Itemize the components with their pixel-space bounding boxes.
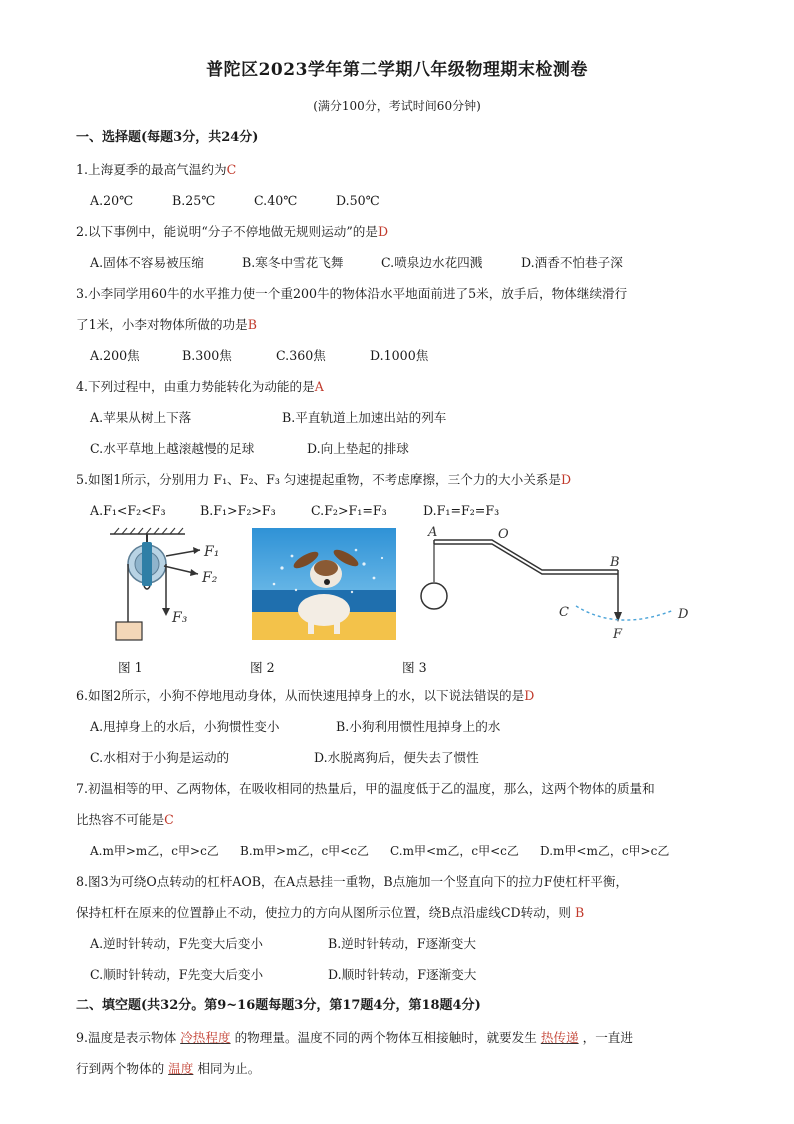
hanging-weight xyxy=(421,583,447,609)
f1-label: F₁ xyxy=(204,544,220,560)
q3-answer: B xyxy=(247,317,257,332)
q4-stem: 4.下列过程中，由重力势能转化为动能的是A xyxy=(76,379,324,394)
q7-option-a: A.m甲>m乙，c甲>c乙 xyxy=(90,844,219,858)
q7-option-d: D.m甲<m乙，c甲>c乙 xyxy=(540,844,670,858)
force-f-arrowhead xyxy=(614,612,622,622)
dog-head-patch xyxy=(314,560,338,576)
label-d: D xyxy=(678,607,689,622)
q3-option-d: D.1000焦 xyxy=(370,348,429,363)
q7-option-b: B.m甲>m乙，c甲<c乙 xyxy=(240,844,369,858)
q3-stem-line1: 3.小李同学用60牛的水平推力使一个重200牛的物体沿水平地面前进了5米，放手后，物体继续滑行 xyxy=(76,286,628,301)
q3-option-c: C.360焦 xyxy=(276,348,326,363)
q6-option-c: C.水相对于小狗是运动的 xyxy=(90,750,230,765)
q8-option-c: C.顺时针转动，F先变大后变小 xyxy=(90,967,264,982)
q8-stem-line1: 8.图3为可绕O点转动的杠杆AOB，在A点悬挂一重物，B点施加一个竖直向下的拉力F使杠杆平衡， xyxy=(76,874,629,889)
q2-answer: D xyxy=(377,224,389,239)
figure3-lever xyxy=(412,526,702,644)
f2-label: F₂ xyxy=(202,570,218,586)
q2-option-b: B.寒冬中雪花飞舞 xyxy=(242,255,344,270)
arc-cd xyxy=(576,606,674,620)
exam-title: 普陀区2023学年第二学期八年级物理期末检测卷 xyxy=(206,60,588,80)
q6-option-a: A.甩掉身上的水后，小狗惯性变小 xyxy=(90,719,280,734)
q1-option-b: B.25℃ xyxy=(172,193,216,208)
q5-answer: D xyxy=(561,472,572,487)
q8-option-a: A.逆时针转动，F先变大后变小 xyxy=(90,936,263,951)
exam-subtitle: (满分100分，考试时间60分钟) xyxy=(313,99,481,113)
q3-stem-line2: 了1米，小李对物体所做的功是B xyxy=(76,317,257,332)
q5-stem: 5.如图1所示，分别用力 F₁、F₂、F₃ 匀速提起重物，不考虑摩擦，三个力的大小关系是D xyxy=(76,472,572,487)
section2-heading: 二、填空题(共32分。第9~16题每题3分，第17题4分，第18题4分) xyxy=(76,998,481,1013)
q9-line2: 行到两个物体的 温度 相同为止。 xyxy=(76,1061,261,1076)
label-o: O xyxy=(498,527,509,542)
pulley-hook xyxy=(144,586,150,589)
q7-option-c: C.m甲<m乙，c甲<c乙 xyxy=(390,844,519,858)
q8-option-d: D.顺时针转动，F逐渐变大 xyxy=(328,967,477,982)
q6-answer: D xyxy=(524,688,535,703)
q5-option-b: B.F₁>F₂>F₃ xyxy=(200,503,276,518)
q2-option-d: D.酒香不怕巷子深 xyxy=(521,255,623,270)
q5-option-c: C.F₂>F₁=F₃ xyxy=(311,503,387,518)
f2-arrowhead xyxy=(190,569,198,576)
q1-option-a: A.20℃ xyxy=(90,193,134,208)
q4-answer: A xyxy=(314,379,324,394)
q4-option-c: C.水平草地上越滚越慢的足球 xyxy=(90,441,255,456)
q9-line1: 9.温度是表示物体 冷热程度 的物理量。温度不同的两个物体互相接触时，就要发生 热传递 ，一直进 xyxy=(76,1030,633,1045)
q2-option-c: C.喷泉边水花四溅 xyxy=(381,255,483,270)
q6-stem: 6.如图2所示，小狗不停地甩动身体，从而快速甩掉身上的水，以下说法错误的是D xyxy=(76,688,535,703)
q7-stem-line1: 7.初温相等的甲、乙两物体，在吸收相同的热量后，甲的温度低于乙的温度，那么，这两个物体的质量和 xyxy=(76,781,655,796)
section1-heading: 一、选择题(每题3分，共24分) xyxy=(76,130,259,145)
q4-option-a: A.苹果从树上下落 xyxy=(90,410,192,425)
q7-stem-line2: 比热容不可能是C xyxy=(76,812,174,827)
q1-option-c: C.40℃ xyxy=(254,193,298,208)
q8-stem-line2: 保持杠杆在原来的位置静止不动，使拉力的方向从图所示位置，绕B点沿虚线CD转动，则 B xyxy=(76,905,585,920)
q5-option-a: A.F₁<F₂<F₃ xyxy=(90,503,166,518)
q1-option-d: D.50℃ xyxy=(336,193,380,208)
label-b: B xyxy=(610,555,620,570)
figure2-caption: 图 2 xyxy=(250,660,275,675)
q3-option-b: B.300焦 xyxy=(182,348,232,363)
label-a: A xyxy=(428,526,438,540)
q4-option-b: B.平直轨道上加速出站的列车 xyxy=(282,410,447,425)
q9-blank3: 温度 xyxy=(168,1061,194,1076)
q8-option-b: B.逆时针转动，F逐渐变大 xyxy=(328,936,476,951)
ceiling-hatch xyxy=(114,528,183,534)
q3-option-a: A.200焦 xyxy=(90,348,140,363)
q4-option-d: D.向上垫起的排球 xyxy=(307,441,409,456)
q5-option-d: D.F₁=F₂=F₃ xyxy=(423,503,500,518)
q9-blank1: 冷热程度 xyxy=(180,1030,231,1045)
q2-option-a: A.固体不容易被压缩 xyxy=(90,255,204,270)
q8-answer: B xyxy=(574,905,585,920)
dog-leg-left xyxy=(308,620,314,634)
figure1-pulley xyxy=(100,526,240,644)
dog-body xyxy=(298,594,350,626)
pulley-frame xyxy=(142,542,152,586)
figure3-caption: 图 3 xyxy=(402,660,427,675)
label-c: C xyxy=(559,605,569,620)
f3-arrowhead xyxy=(162,608,170,616)
q6-option-b: B.小狗利用惯性甩掉身上的水 xyxy=(336,719,501,734)
q6-option-d: D.水脱离狗后，便失去了惯性 xyxy=(314,750,479,765)
q9-blank2: 热传递 xyxy=(540,1030,579,1045)
figure2-dog-photo xyxy=(252,528,396,640)
f1-arrowhead xyxy=(193,547,200,554)
q1-stem: 1.上海夏季的最高气温约为C xyxy=(76,162,237,177)
label-f: F xyxy=(613,627,623,642)
q1-answer: C xyxy=(226,162,237,177)
weight-block xyxy=(116,622,142,640)
dog-leg-right xyxy=(334,620,340,634)
dog-nose xyxy=(324,579,330,585)
q7-answer: C xyxy=(164,812,174,827)
f3-label: F₃ xyxy=(172,610,188,626)
q2-stem: 2.以下事例中，能说明“分子不停地做无规则运动”的是D xyxy=(76,224,389,239)
figure1-caption: 图 1 xyxy=(118,660,143,675)
